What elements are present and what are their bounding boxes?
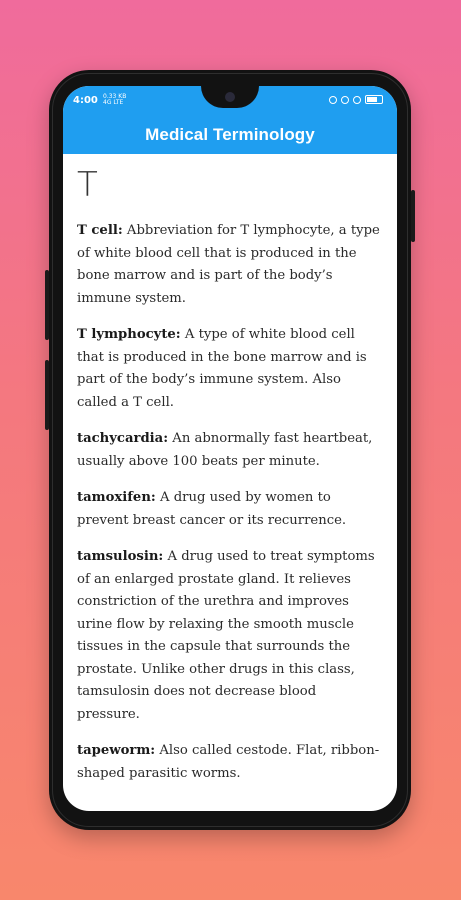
entry-definition: Abbreviation for T lymphocyte, a type of white blood cell that is produced in the bone marrow and is part of the body’s immune system.: [77, 223, 380, 306]
volume-up-button: [45, 270, 49, 340]
battery-icon: [365, 95, 383, 104]
entry-term: tachycardia:: [77, 431, 169, 446]
status-icons: [329, 95, 383, 104]
status-network: [103, 94, 126, 106]
entry-definition: A type of white blood cell that is produced in the bone marrow and is part of the body’s immune system. Also called a T cell.: [77, 327, 367, 410]
network-type: 4G LTE: [103, 99, 124, 106]
glossary-entry: [77, 740, 383, 785]
power-button: [411, 190, 415, 242]
entry-definition: A drug used to treat symptoms of an enlarged prostate gland. It relieves constriction of the urethra and improves urine flow by relaxing the smooth muscle tissues in the capsule that surrounds the prostate. Unlike other drugs in this class, tamsulosin does not decrease blood pressure.: [77, 549, 375, 722]
network-speed: 0.33 KB: [103, 93, 127, 100]
volume-down-button: [45, 360, 49, 430]
wifi-icon: [353, 96, 361, 104]
entry-term: tamoxifen:: [77, 490, 156, 505]
glossary-entry: [77, 220, 383, 310]
section-letter-heading: T: [77, 165, 98, 205]
glossary-entry: [77, 546, 383, 726]
front-camera-icon: [225, 92, 235, 102]
entry-definition: An abnormally fast heartbeat, usually above 100 beats per minute.: [77, 431, 373, 469]
glossary-entry: [77, 324, 383, 414]
glossary-entry: [77, 487, 383, 532]
status-time: 4:00: [73, 95, 98, 106]
alarm-icon: [329, 96, 337, 104]
glossary-content[interactable]: [77, 154, 383, 811]
phone-screen: [63, 86, 397, 811]
glossary-entry: [77, 428, 383, 473]
entry-term: tamsulosin:: [77, 549, 164, 564]
entry-term: tapeworm:: [77, 743, 156, 758]
entry-term: T lymphocyte:: [77, 327, 181, 342]
status-bar: [63, 86, 397, 116]
entry-term: T cell:: [77, 223, 123, 238]
do-not-disturb-icon: [341, 96, 349, 104]
camera-notch: [201, 86, 259, 108]
app-bar: [63, 116, 397, 154]
entry-definition: Also called cestode. Flat, ribbon-shaped parasitic worms.: [77, 743, 380, 781]
entry-definition: A drug used by women to prevent breast cancer or its recurrence.: [77, 490, 347, 528]
app-title: Medical Terminology: [145, 125, 315, 144]
phone-frame: [49, 70, 411, 830]
